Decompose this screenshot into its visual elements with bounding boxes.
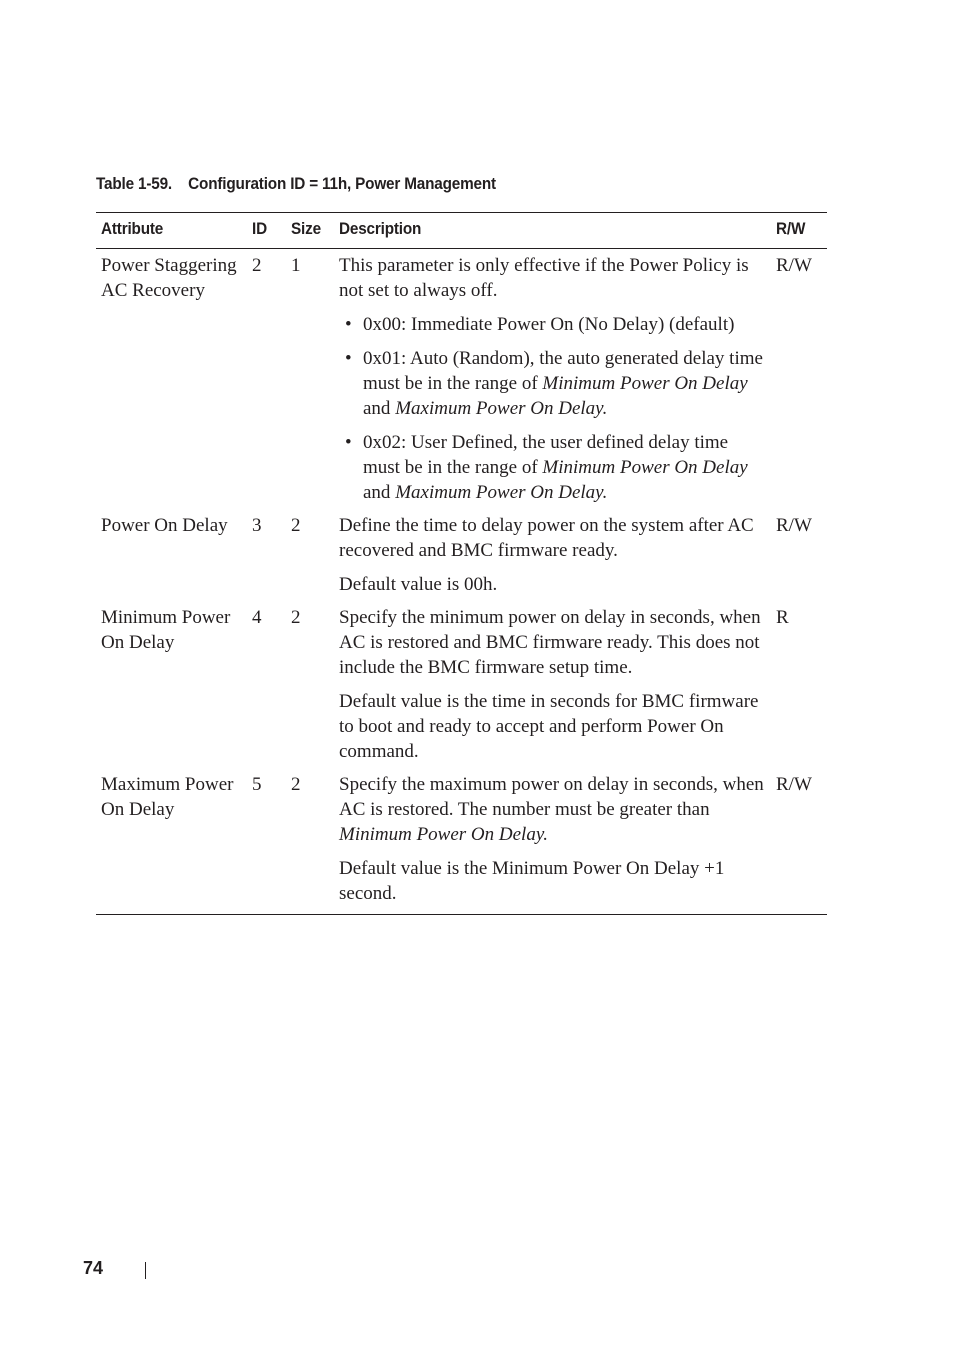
page-number: 74: [83, 1258, 104, 1278]
cell-attribute: Minimum Power On Delay: [101, 607, 231, 653]
cell-attribute: Maximum Power On Delay: [96, 768, 247, 915]
cell-rw: R/W: [776, 515, 812, 536]
description-default: Default value is the time in seconds for BMC firmware to boot and ready to accept and perform Power On command.: [339, 691, 759, 762]
option-item: • 0x00: Immediate Power On (No Delay) (default): [339, 312, 766, 337]
table-header-row: [96, 213, 827, 249]
cell-size: 2: [291, 607, 301, 628]
cell-rw: R/W: [771, 768, 827, 915]
column-header-size: Size: [286, 213, 334, 249]
cell-id: 4: [252, 607, 262, 628]
cell-description: [334, 768, 771, 915]
cell-id: 3: [252, 515, 262, 536]
table-row: [96, 768, 827, 915]
table-row: [96, 249, 827, 510]
page-number-divider: [145, 1262, 146, 1279]
column-header-id: ID: [247, 213, 286, 249]
table-row: [96, 601, 827, 768]
option-list: [339, 312, 766, 505]
description-paragraph: Specify the maximum power on delay in seconds, when AC is restored. The number must be greater than Minimum Power On Delay.: [339, 774, 764, 845]
description-default: Default value is the Minimum Power On Delay +1 second.: [339, 858, 725, 904]
power-management-table: [96, 212, 827, 915]
description-paragraph: Specify the minimum power on delay in seconds, when AC is restored and BMC firmware ready. This does not include the BMC firmware setup time.: [339, 607, 761, 678]
table-caption: [96, 174, 496, 194]
cell-attribute: Power On Delay: [101, 515, 228, 536]
column-header-description: Description: [334, 213, 771, 249]
cell-description: [334, 601, 771, 768]
cell-size: 1: [291, 255, 301, 276]
table-caption-number: Table 1-59.: [96, 174, 172, 193]
cell-size: 2: [286, 768, 334, 915]
cell-id: 5: [247, 768, 286, 915]
description-paragraph: This parameter is only effective if the Power Policy is not set to always off.: [339, 255, 749, 301]
cell-rw: R: [776, 607, 789, 628]
table-row: [96, 509, 827, 601]
column-header-rw: R/W: [771, 213, 827, 249]
column-header-attribute: Attribute: [96, 213, 247, 249]
cell-description: [334, 509, 771, 601]
cell-rw: R/W: [776, 255, 812, 276]
cell-size: 2: [291, 515, 301, 536]
cell-description: [334, 249, 771, 510]
option-item: • 0x01: Auto (Random), the auto generated delay time must be in the range of Minimum Power On Delay and Maximum Power On Delay.: [339, 346, 766, 421]
description-default: Default value is 00h.: [339, 574, 498, 595]
option-item: • 0x02: User Defined, the user defined delay time must be in the range of Minimum Power On Delay and Maximum Power On Delay.: [339, 430, 766, 505]
cell-id: 2: [252, 255, 262, 276]
cell-attribute: Power Staggering AC Recovery: [101, 255, 237, 301]
description-paragraph: Define the time to delay power on the system after AC recovered and BMC firmware ready.: [339, 515, 754, 561]
table-caption-title: Configuration ID = 11h, Power Management: [188, 174, 496, 193]
